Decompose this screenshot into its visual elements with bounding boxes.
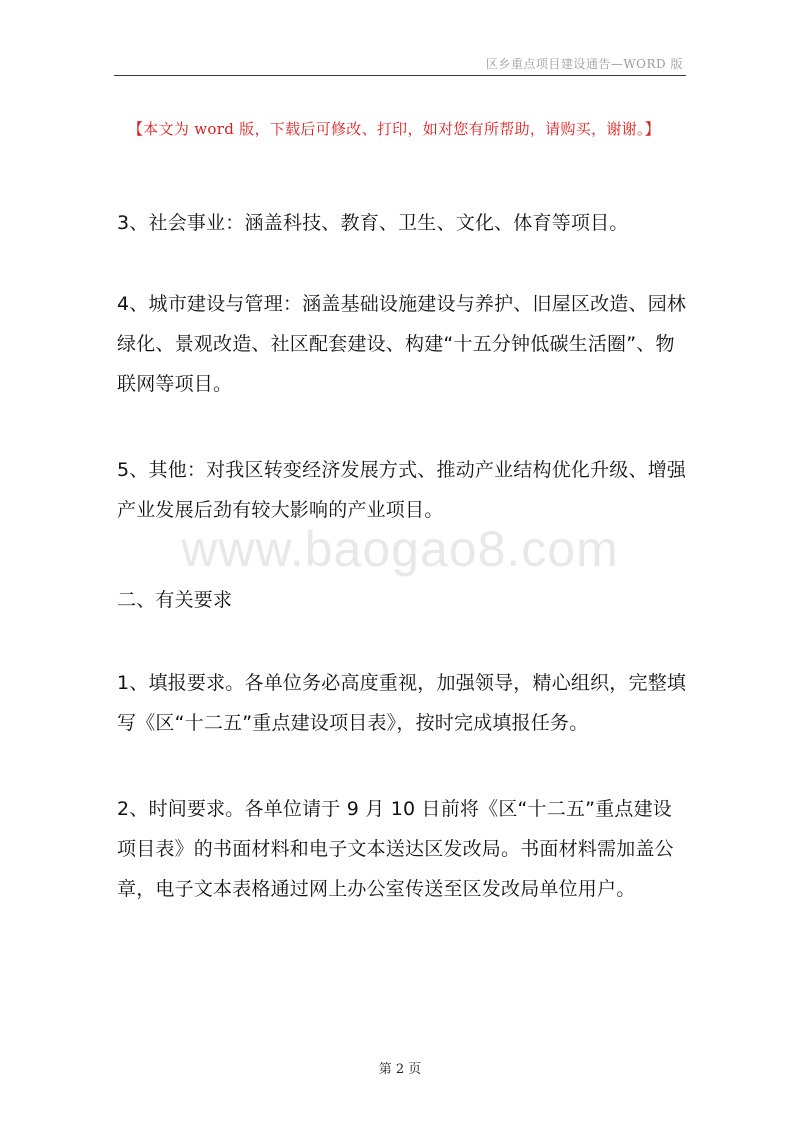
section-heading: 二、有关要求 — [117, 589, 233, 611]
page-number: 第 2 页 — [378, 1062, 422, 1077]
page-header — [0, 0, 800, 80]
paragraph-item-4: 4、城市建设与管理：涵盖基础设施建设与养护、旧屋区改造、园林绿化、景观改造、社区配套建设、构建“十五分钟低碳生活圈”、物联网等项目。 — [117, 293, 687, 395]
watermark: www.baogao8.com — [181, 521, 619, 577]
paragraph-requirement-1: 1、填报要求。各单位务必高度重视，加强领导，精心组织，完整填写《区“十二五”重点建设项目表》，按时完成填报任务。 — [117, 672, 687, 734]
header-rule — [114, 75, 686, 76]
header-title: 区乡重点项目建设通告—WORD 版 — [485, 57, 683, 71]
paragraph-item-3: 3、社会事业：涵盖科技、教育、卫生、文化、体育等项目。 — [117, 212, 629, 234]
paragraph-item-5: 5、其他：对我区转变经济发展方式、推动产业结构优化升级、增强产业发展后劲有较大影响的产业项目。 — [117, 459, 687, 521]
paragraph-requirement-2: 2、时间要求。各单位请于 9 月 10 日前将《区“十二五”重点建设项目表》的书面材料和电子文本送达区发改局。书面材料需加盖公章，电子文本表格通过网上办公室传送至区发改局单位用户。 — [117, 798, 674, 900]
download-notice: 【本文为 word 版，下载后可修改、打印，如对您有所帮助，请购买，谢谢。】 — [128, 120, 661, 138]
